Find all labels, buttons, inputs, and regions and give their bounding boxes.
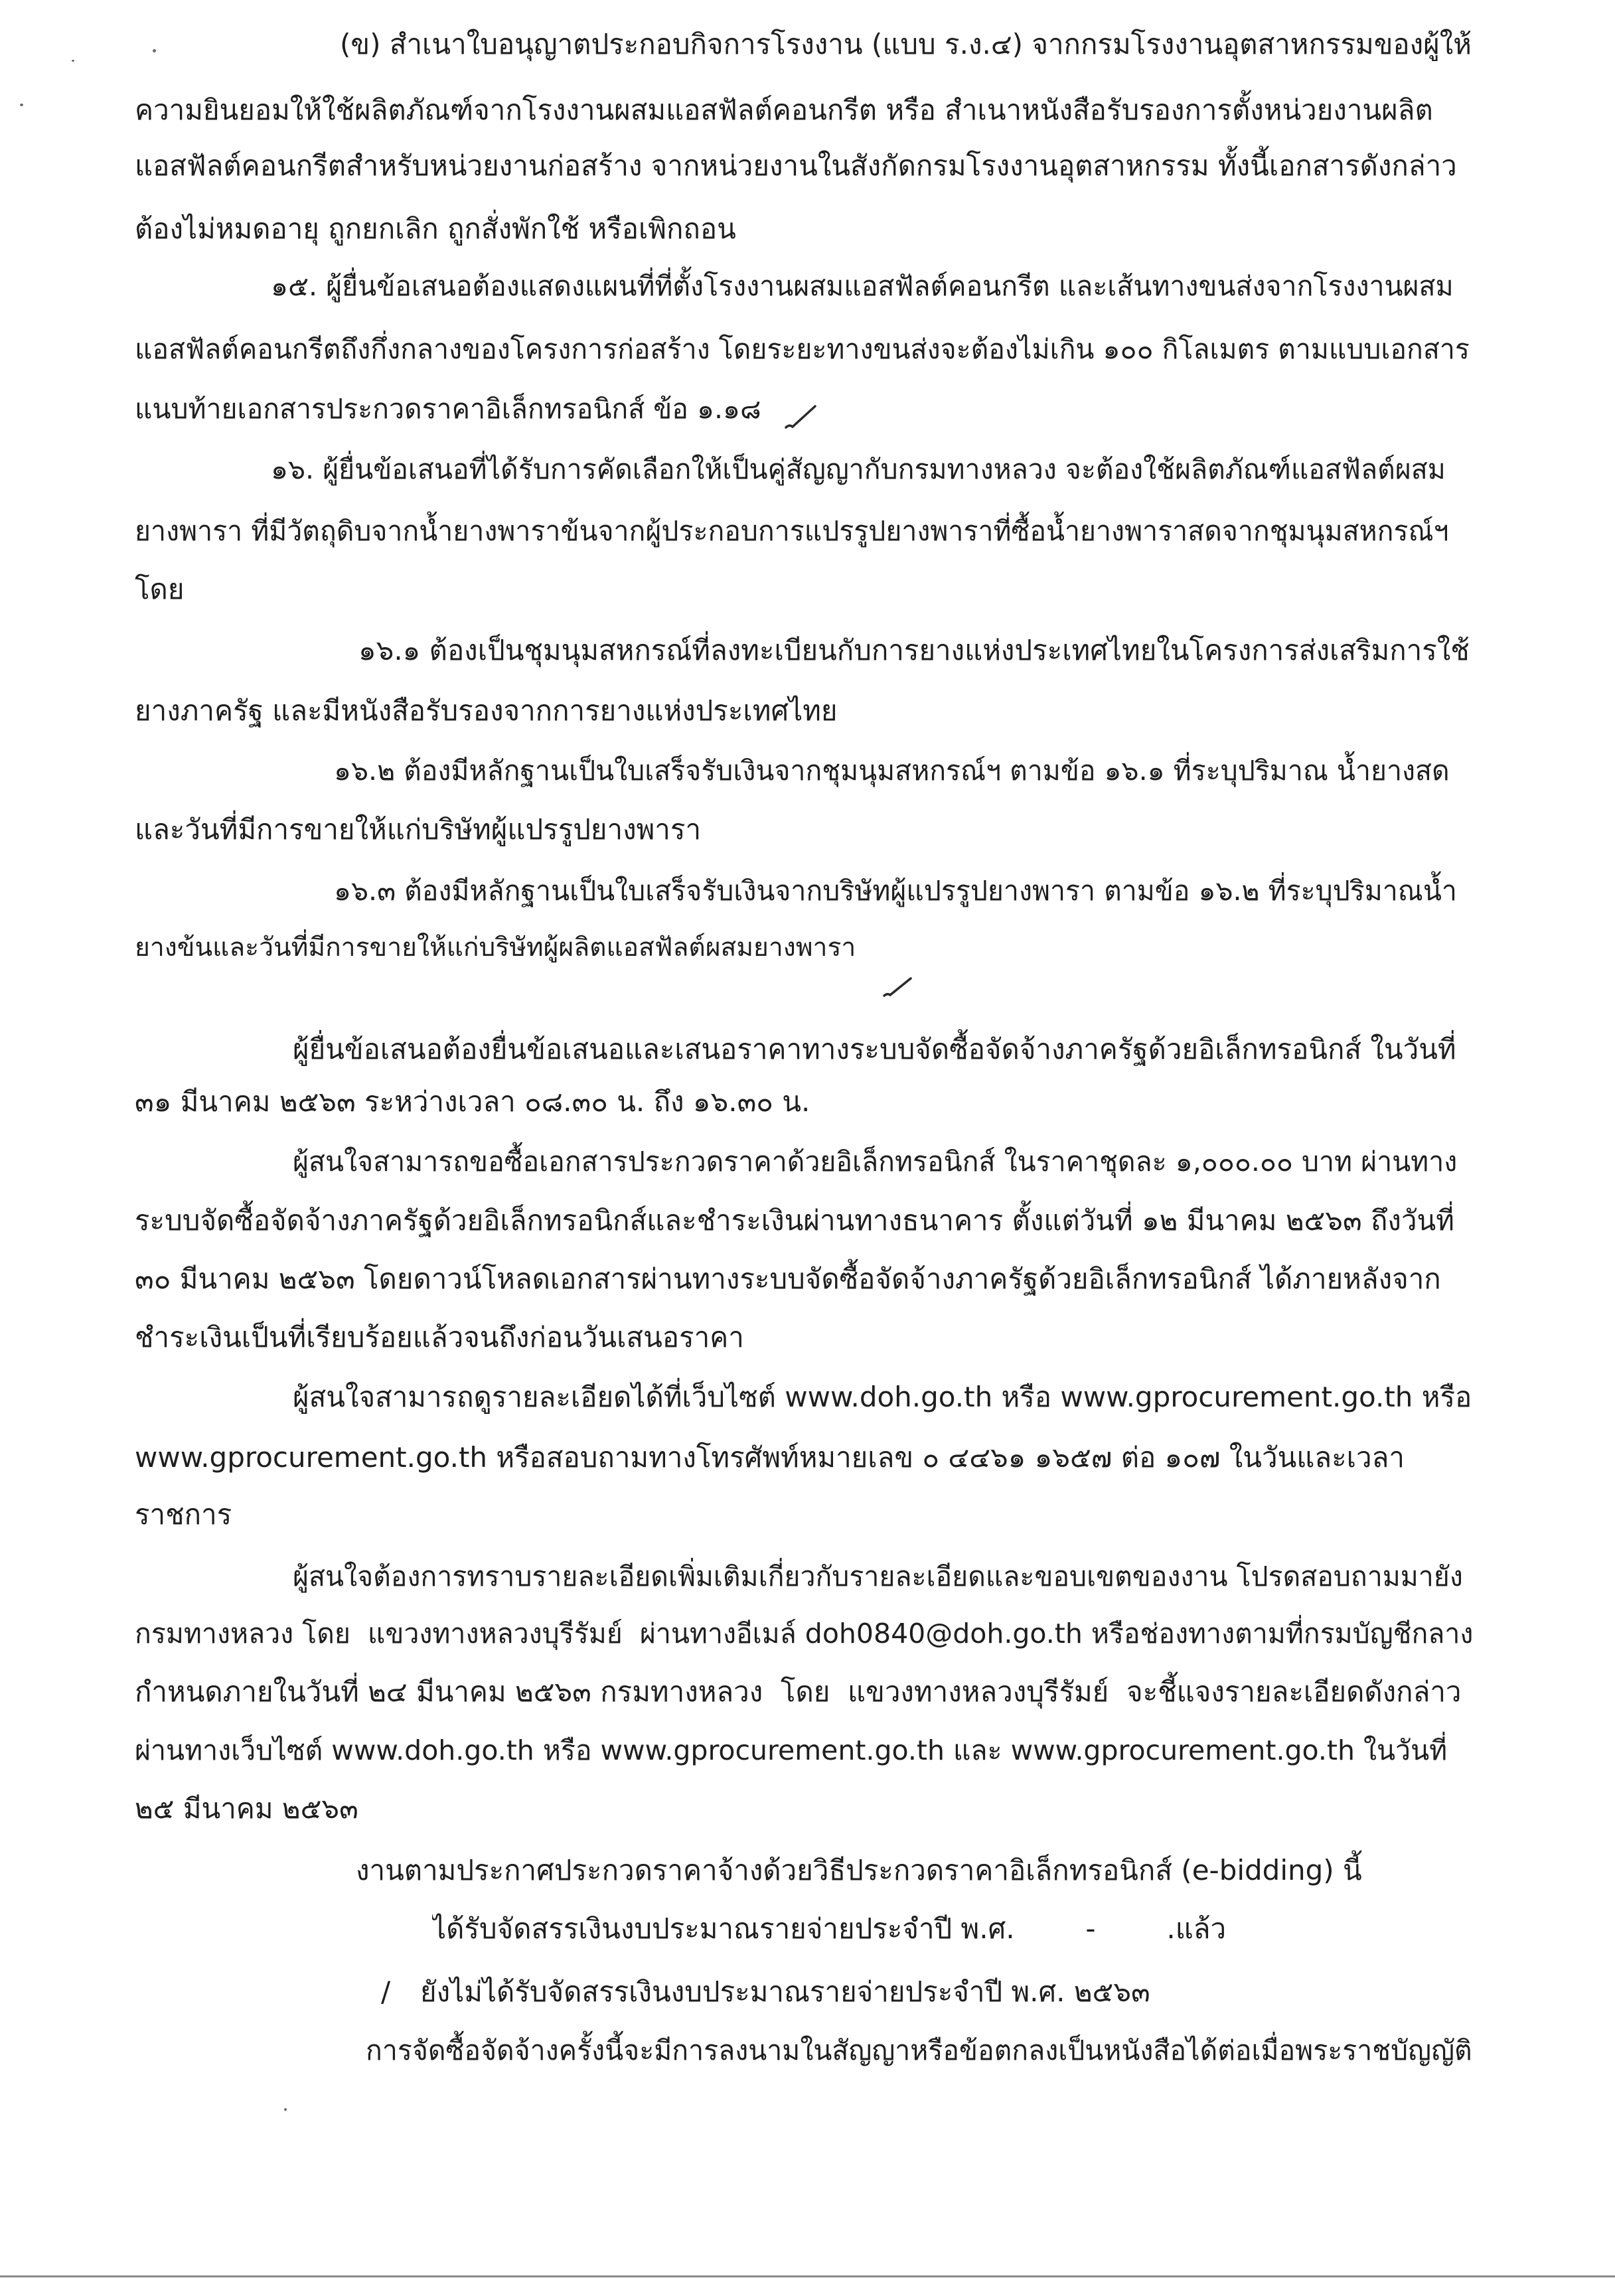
text-line: กรมทางหลวง โดย แขวงทางหลวงบุรีรัมย์ ผ่านทางอีเมล์ doh0840@doh.go.th หรือช่องทางตามที่กรมบัญชีกลาง xyxy=(135,1618,1474,1649)
text-line: แนบท้ายเอกสารประกวดราคาอิเล็กทรอนิกส์ ข้อ ๑.๑๘ xyxy=(135,393,761,425)
budget-intro-line: งานตามประกาศประกวดราคาจ้างด้วยวิธีประกวดราคาอิเล็กทรอนิกส์ (e-bidding) นี้ xyxy=(356,1854,1362,1886)
text-line: ๑๕. ผู้ยื่นข้อเสนอต้องแสดงแผนที่ที่ตั้งโรงงานผสมแอสฟัลต์คอนกรีต และเส้นทางขนส่งจากโรงงานผสม xyxy=(271,270,1454,302)
scan-speck xyxy=(153,49,156,52)
text-line: ๓๐ มีนาคม ๒๕๖๓ โดยดาวน์โหลดเอกสารผ่านทางระบบจัดซื้อจัดจ้างภาครัฐด้วยอิเล็กทรอนิกส์ ได้ภายหลังจาก xyxy=(135,1263,1441,1295)
text-line: ผ่านทางเว็บไซต์ www.doh.go.th หรือ www.gprocurement.go.th และ www.gprocurement.go.th ในวันที่ xyxy=(135,1734,1448,1766)
text-line: ผู้สนใจสามารถขอซื้อเอกสารประกวดราคาด้วยอิเล็กทรอนิกส์ ในราคาชุดละ ๑,๐๐๐.๐๐ บาท ผ่านทาง xyxy=(293,1146,1458,1178)
text-line: (ข) สำเนาใบอนุญาตประกอบกิจการโรงงาน (แบบ ร.ง.๔) จากกรมโรงงานอุตสาหกรรมของผู้ให้ xyxy=(340,28,1472,60)
text-line: แอสฟัลต์คอนกรีตสำหรับหน่วยงานก่อสร้าง จากหน่วยงานในสังกัดกรมโรงงานอุตสาหกรรม ทั้งนี้เอกสารดังกล่าว xyxy=(135,149,1457,182)
text-line: ผู้สนใจสามารถดูรายละเอียดได้ที่เว็บไซต์ www.doh.go.th หรือ www.gprocurement.go.th หรือ xyxy=(293,1381,1472,1413)
text-line: กำหนดภายในวันที่ ๒๔ มีนาคม ๒๕๖๓ กรมทางหลวง โดย แขวงทางหลวงบุรีรัมย์ จะชี้แจงรายละเอียดดังกล่าว xyxy=(135,1675,1462,1708)
text-line: ยางข้นและวันที่มีการขายให้แก่บริษัทผู้ผลิตแอสฟัลต์ผสมยางพารา xyxy=(135,933,856,962)
budget-option-check-mark: / xyxy=(381,1975,391,2008)
text-line: ยางภาครัฐ และมีหนังสือรับรองจากการยางแห่งประเทศไทย xyxy=(135,694,838,727)
text-line: ผู้ยื่นข้อเสนอต้องยื่นข้อเสนอและเสนอราคาทางระบบจัดซื้อจัดจ้างภาครัฐด้วยอิเล็กทรอนิกส์ ในวันที่ xyxy=(293,1033,1456,1065)
text-line: โดย xyxy=(135,573,185,605)
text-line: การจัดซื้อจัดจ้างครั้งนี้จะมีการลงนามในสัญญาหรือข้อตกลงเป็นหนังสือได้ต่อเมื่อพระราชบัญญัติ xyxy=(366,2034,1472,2066)
text-line: ๓๑ มีนาคม ๒๕๖๓ ระหว่างเวลา ๐๘.๓๐ น. ถึง ๑๖.๓๐ น. xyxy=(135,1085,810,1118)
text-line: ๑๖. ผู้ยื่นข้อเสนอที่ได้รับการคัดเลือกให้เป็นคู่สัญญากับกรมทางหลวง จะต้องใช้ผลิตภัณฑ์แอสฟัลต์ผสม xyxy=(271,453,1446,485)
text-line: ยางพารา ที่มีวัตถุดิบจากน้ำยางพาราข้นจากผู้ประกอบการแปรรูปยางพาราที่ซื้อน้ำยางพาราสดจากชุมนุมสหกรณ์ฯ xyxy=(135,515,1449,547)
handwritten-tick-mark xyxy=(882,974,913,1000)
text-line: ความยินยอมให้ใช้ผลิตภัณฑ์จากโรงงานผสมแอสฟัลต์คอนกรีต หรือ สำเนาหนังสือรับรองการตั้งหน่วยงานผลิต xyxy=(135,94,1433,126)
text-line: ๒๕ มีนาคม ๒๕๖๓ xyxy=(135,1792,358,1825)
budget-option-not-allocated: ยังไม่ได้รับจัดสรรเงินงบประมาณรายจ่ายประจำปี พ.ศ. ๒๕๖๓ xyxy=(420,1975,1150,2008)
scan-speck xyxy=(284,2108,287,2111)
budget-option-allocated: ได้รับจัดสรรเงินงบประมาณรายจ่ายประจำปี พ.ศ. - .แล้ว xyxy=(432,1912,1227,1945)
scan-speck xyxy=(72,60,74,62)
text-line: ๑๖.๒ ต้องมีหลักฐานเป็นใบเสร็จรับเงินจากชุมนุมสหกรณ์ฯ ตามข้อ ๑๖.๑ ที่ระบุปริมาณ น้ำยางสด xyxy=(334,755,1450,787)
text-line: ระบบจัดซื้อจัดจ้างภาครัฐด้วยอิเล็กทรอนิกส์และชำระเงินผ่านทางธนาคาร ตั้งแต่วันที่ ๑๒ มีนาคม ๒๕๖๓ ถึงวันที่ xyxy=(135,1204,1454,1237)
scan-speck xyxy=(20,104,23,106)
text-line: www.gprocurement.go.th หรือสอบถามทางโทรศัพท์หมายเลข ๐ ๔๔๖๑ ๑๖๕๗ ต่อ ๑๐๗ ในวันและเวลา xyxy=(135,1441,1405,1474)
text-line: ๑๖.๑ ต้องเป็นชุมนุมสหกรณ์ที่ลงทะเบียนกับการยางแห่งประเทศไทยในโครงการส่งเสริมการใช้ xyxy=(358,634,1470,666)
text-line: แอสฟัลต์คอนกรีตถึงกึ่งกลางของโครงการก่อสร้าง โดยระยะทางขนส่งจะต้องไม่เกิน ๑๐๐ กิโลเมตร ตามแบบเอกสาร xyxy=(135,333,1470,365)
handwritten-tick-mark xyxy=(783,402,818,431)
text-line: และวันที่มีการขายให้แก่บริษัทผู้แปรรูปยางพารา xyxy=(135,813,702,846)
text-line: ราชการ xyxy=(135,1498,232,1531)
text-line: ชำระเงินเป็นที่เรียบร้อยแล้วจนถึงก่อนวันเสนอราคา xyxy=(135,1321,744,1353)
text-line: ต้องไม่หมดอายุ ถูกยกเลิก ถูกสั่งพักใช้ หรือเพิกถอน xyxy=(135,212,736,245)
text-line: ๑๖.๓ ต้องมีหลักฐานเป็นใบเสร็จรับเงินจากบริษัทผู้แปรรูปยางพารา ตามข้อ ๑๖.๒ ที่ระบุปริมาณน้ำ xyxy=(334,875,1457,907)
scan-edge-line xyxy=(0,2275,1615,2277)
text-line: ผู้สนใจต้องการทราบรายละเอียดเพิ่มเติมเกี่ยวกับรายละเอียดและขอบเขตของงาน โปรดสอบถามมายัง xyxy=(293,1561,1463,1592)
